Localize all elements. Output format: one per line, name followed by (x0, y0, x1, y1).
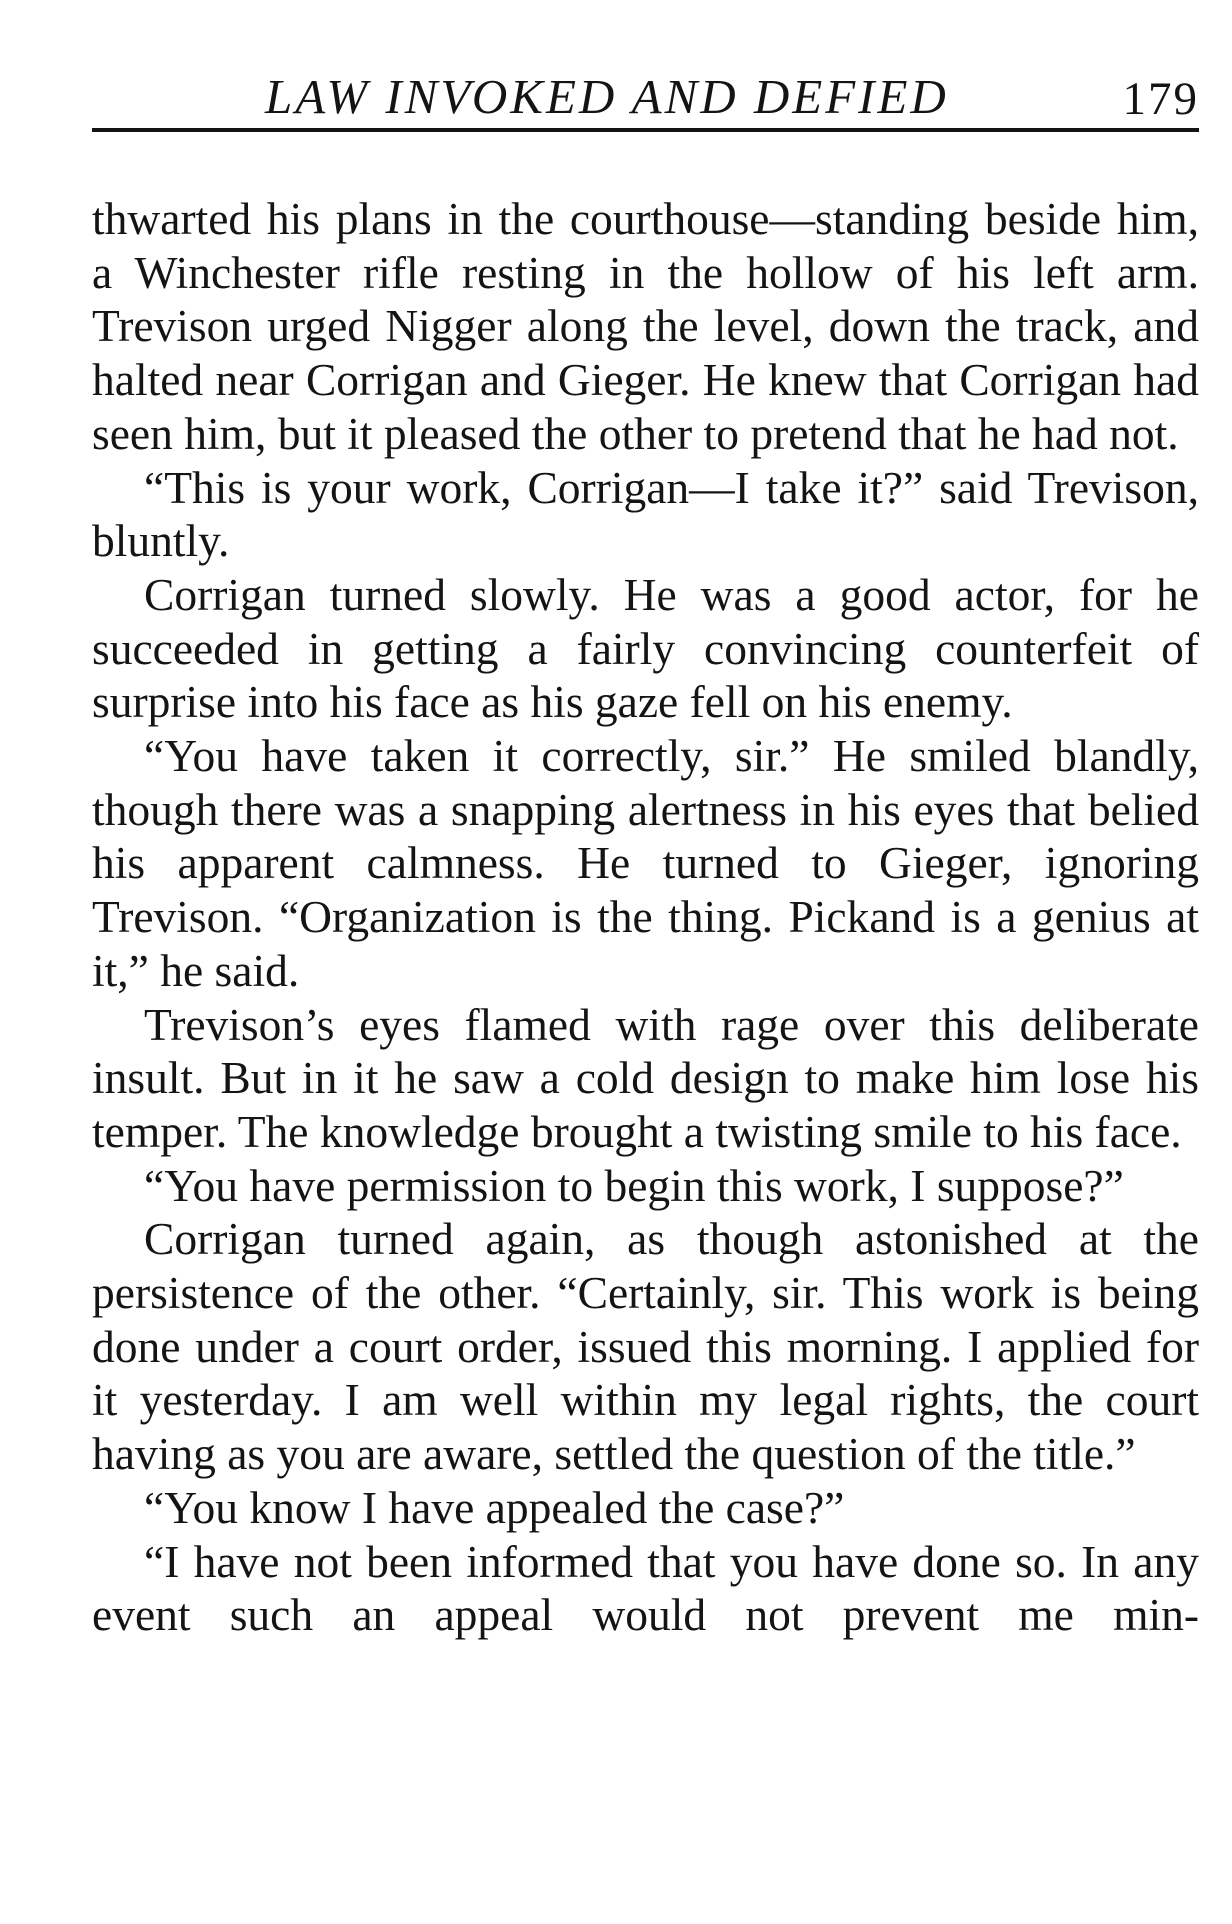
paragraph: “You know I have appealed the case?” (144, 1481, 845, 1533)
paragraph: “This is your work, Corrigan—I take it?” said Trevison, bluntly. (92, 461, 1199, 567)
paragraph: “You have permission to begin this work, I suppose?” (144, 1159, 1124, 1211)
header-rule (92, 128, 1199, 132)
paragraph: Trevison’s eyes flamed with rage over this deliberate insult. But in it he saw a cold design to make him lose his temper. The knowledge brought a twisting smile to his face. (92, 998, 1199, 1157)
paragraph: “I have not been informed that you have done so. In any event such an appeal would not prevent me min- (92, 1535, 1199, 1641)
paragraph: Corrigan turned slowly. He was a good actor, for he succeeded in getting a fairly convincing counterfeit of surprise into his face as his gaze fell on his enemy. (92, 568, 1199, 728)
paragraph: thwarted his plans in the courthouse—standing beside him, a Winchester rifle resting in the hollow of his left arm. Trevison urged Nigger along the level, down the track, and halted near Corrigan and Gieger. He knew that Corrigan had seen him, but it pleased the other to pretend that he had not. (92, 193, 1199, 459)
paragraph: Corrigan turned again, as though astonished at the persistence of the other. “Certainly, sir. This work is being done under a court order, issued this morning. I applied for it yesterday. I am well within my legal rights, the court having as you are aware, settled the question of the title.” (92, 1213, 1199, 1480)
page-number: 179 (1122, 73, 1199, 125)
body-text (92, 192, 1199, 1642)
paragraph: “You have taken it correctly, sir.” He smiled blandly, though there was a snapping alertness in his eyes that belied his apparent calmness. He turned to Gieger, ignoring Trevison. “Organization is the thing. Pickand is a genius at it,” he said. (92, 730, 1199, 996)
running-title: LAW INVOKED AND DEFIED (265, 69, 949, 124)
running-head (92, 62, 1199, 132)
